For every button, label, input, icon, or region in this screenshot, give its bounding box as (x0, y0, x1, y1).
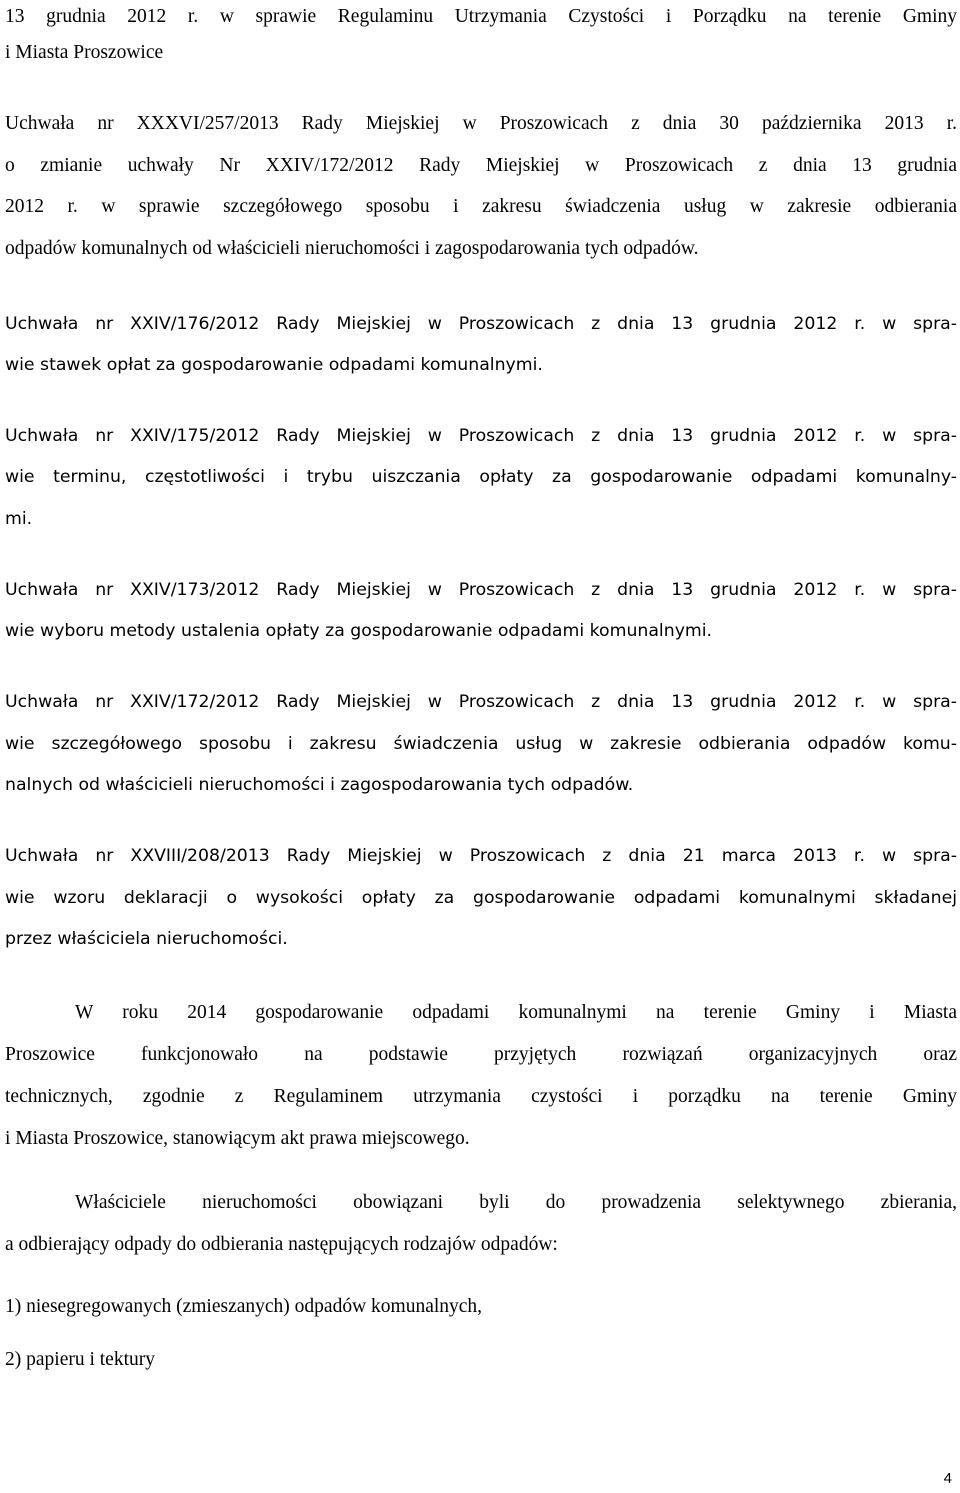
text-line: Uchwała nr XXIV/173/2012 Rady Miejskiej w Proszowicach z dnia 13 grudnia 2012 r. w spra- (5, 580, 957, 600)
text-line: 13 grudnia 2012 r. w sprawie Regulaminu Utrzymania Czystości i Porządku na terenie Gminy (5, 6, 957, 27)
text-line: Proszowice funkcjonowało na podstawie przyjętych rozwiązań organizacyjnych oraz (5, 1044, 957, 1065)
text-line: i Miasta Proszowice, stanowiącym akt prawa miejscowego. (5, 1128, 470, 1149)
text-line: wie terminu, częstotliwości i trybu uiszczania opłaty za gospodarowanie odpadami komunalny- (5, 467, 957, 487)
text-line: Uchwała nr XXIV/175/2012 Rady Miejskiej w Proszowicach z dnia 13 grudnia 2012 r. w spra- (5, 426, 957, 446)
text-line: mi. (5, 509, 33, 529)
text-line: Uchwała nr XXIV/172/2012 Rady Miejskiej w Proszowicach z dnia 13 grudnia 2012 r. w spra- (5, 692, 957, 712)
text-line: odpadów komunalnych od właścicieli nieruchomości i zagospodarowania tych odpadów. (5, 238, 699, 259)
text-line: technicznych, zgodnie z Regulaminem utrzymania czystości i porządku na terenie Gminy (5, 1086, 957, 1107)
text-line: wie wzoru deklaracji o wysokości opłaty za gospodarowanie odpadami komunalnymi składanej (5, 888, 957, 908)
text-line: Uchwała nr XXVIII/208/2013 Rady Miejskiej w Proszowicach z dnia 21 marca 2013 r. w spra- (5, 846, 957, 866)
text-line: wie wyboru metody ustalenia opłaty za gospodarowanie odpadami komunalnymi. (5, 621, 713, 641)
text-line: Właściciele nieruchomości obowiązani byli do prowadzenia selektywnego zbierania, (75, 1192, 957, 1213)
list-item: 1) niesegregowanych (zmieszanych) odpadów komunalnych, (5, 1296, 483, 1317)
text-line: 2012 r. w sprawie szczegółowego sposobu i zakresu świadczenia usług w zakresie odbierania (5, 196, 957, 217)
page-number: 4 (943, 1470, 952, 1487)
text-line: wie stawek opłat za gospodarowanie odpadami komunalnymi. (5, 355, 543, 375)
text-line: i Miasta Proszowice (5, 42, 164, 63)
text-line: o zmianie uchwały Nr XXIV/172/2012 Rady Miejskiej w Proszowicach z dnia 13 grudnia (5, 155, 957, 176)
text-line: nalnych od właścicieli nieruchomości i zagospodarowania tych odpadów. (5, 775, 634, 795)
text-line: Uchwała nr XXXVI/257/2013 Rady Miejskiej w Proszowicach z dnia 30 października 2013 r. (5, 113, 957, 134)
text-line: przez właściciela nieruchomości. (5, 929, 288, 949)
text-line: Uchwała nr XXIV/176/2012 Rady Miejskiej w Proszowicach z dnia 13 grudnia 2012 r. w spra- (5, 314, 957, 334)
text-line: a odbierający odpady do odbierania następujących rodzajów odpadów: (5, 1234, 558, 1255)
list-item: 2) papieru i tektury (5, 1349, 155, 1370)
text-line: wie szczegółowego sposobu i zakresu świadczenia usług w zakresie odbierania odpadów komu- (5, 734, 957, 754)
text-line: W roku 2014 gospodarowanie odpadami komunalnymi na terenie Gminy i Miasta (75, 1002, 957, 1023)
